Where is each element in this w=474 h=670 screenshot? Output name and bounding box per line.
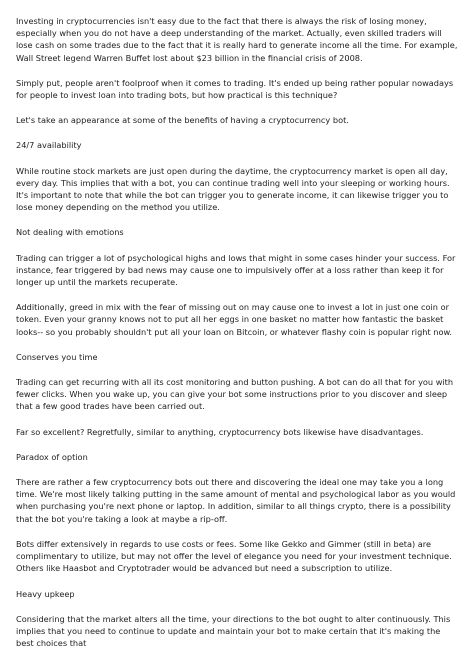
paragraph-greed: Additionally, greed in mix with the fear of missing out on may cause one to invest a lot in just one coin or token. Even your granny knows not to put all her eggs in one basket no matter how fantastic the basket looks-- so you probably shouldn't put all your loan on Bitcoin, or whatever flashy coin is popular right now.: [16, 302, 453, 337]
paragraph-emotions: Trading can trigger a lot of psychological highs and lows that might in some cases hinder your success. For instance, fear triggered by bad news may cause one to impulsively offer at a loss rather than keep it for longer up until the markets recuperate.: [16, 252, 456, 288]
paragraph-time: Trading can get recurring with all its cost monitoring and button pushing. A bot can do all that for you with fewer clicks. When you wake up, you can give your bot some instructions prior to you discover and sleep that a few good trades have been carried out.: [16, 377, 454, 412]
heading-upkeep: Heavy upkeep: [16, 588, 75, 599]
paragraph-availability: While routine stock markets are just open during the daytime, the cryptocurrency market is open all day, every day. This implies that with a bot, you can continue trading well into your sleeping or working hours. It's important to note that while the bot can trigger you to generate income, it can likewise trigger you to lose money depending on the method you utilize.: [16, 165, 450, 213]
paragraph-upkeep: Considering that the market alters all the time, your directions to the bot ought to alter continuously. This implies that you need to continue to update and maintain your bot to make certain that it's making the best choices that: [16, 613, 451, 649]
paragraph-benefits-intro: Let's take an appearance at some of the benefits of having a cryptocurrency bot.: [16, 115, 349, 126]
paragraph-disadvantages: Far so excellent? Regretfully, similar to anything, cryptocurrency bots likewise have disadvantages.: [16, 426, 424, 437]
heading-availability: 24/7 availability: [16, 140, 82, 151]
paragraph-costs: Bots differ extensively in regards to use costs or fees. Some like Gekko and Gimmer (still in beta) are complimentary to utilize, but may not offer the level of elegance you need for your investment technique. Others like Haasbot and Cryptotrader would be advanced but need a subscription to utilize.: [16, 538, 452, 574]
paragraph-choice: There are rather a few cryptocurrency bots out there and discovering the ideal one may take you a long time. We're most likely talking putting in the same amount of mental and psychological labor as you would when purchasing you're next phone or laptop. In addition, similar to all things crypto, there is a possibility that the bot you're taking a look at maybe a rip-off.: [16, 477, 456, 524]
paragraph-intro-risk: Investing in cryptocurrencies isn't easy due to the fact that there is always the risk of losing money, especially when you do not have a deep understanding of the market. Actually, even skilled traders will lose cash on some trades due to the fact that it is really hard to generate income all the time. For example, Wall Street legend Warren Buffet lost about $23 billion in the financial crisis of 2008.: [16, 16, 458, 63]
heading-time: Conserves you time: [16, 351, 98, 362]
heading-choice: Paradox of option: [16, 451, 88, 462]
heading-emotions: Not dealing with emotions: [16, 227, 124, 238]
paragraph-trading-bots: Simply put, people aren't foolproof when it comes to trading. It's ended up being rather popular nowadays for people to invest loan into trading bots, but how practical is this technique?: [16, 77, 454, 101]
